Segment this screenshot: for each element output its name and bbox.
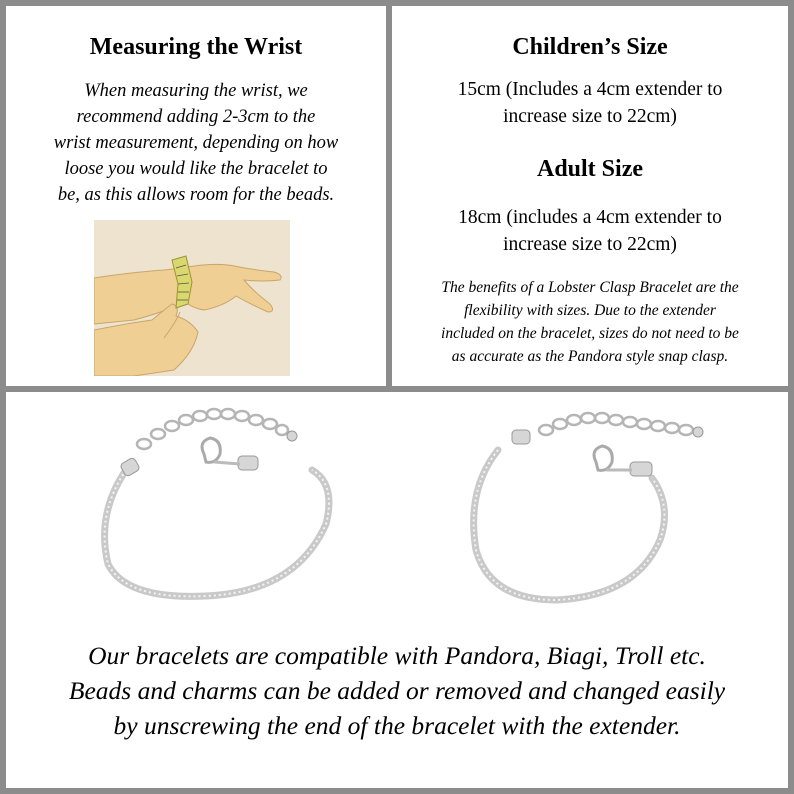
wrist-measuring-illustration — [94, 220, 290, 376]
adult-size-description — [412, 204, 768, 258]
description-line: wrist measurement, depending on how — [53, 133, 339, 153]
childrens-size-title: Children’s Size — [512, 34, 668, 60]
compat-line: Beads and charms can be added or removed and changed easily — [68, 676, 726, 705]
sizes-panel — [392, 6, 788, 386]
benefit-line: as accurate as the Pandora style snap clasp. — [451, 348, 729, 365]
compatibility-statement — [6, 638, 788, 743]
description-line: loose you would like the bracelet to — [64, 159, 328, 179]
bracelet-panel — [6, 392, 788, 788]
compat-line: by unscrewing the end of the bracelet with the extender. — [113, 711, 681, 740]
measuring-wrist-title: Measuring the Wrist — [89, 34, 303, 60]
description-line: When measuring the wrist, we — [84, 81, 308, 101]
childrens-size-description — [412, 76, 768, 130]
benefit-line: flexibility with sizes. Due to the extender — [464, 302, 716, 319]
measuring-wrist-description — [26, 78, 366, 208]
adult-size-title: Adult Size — [536, 156, 643, 182]
size-line: 15cm (Includes a 4cm extender to — [457, 79, 723, 100]
size-line: 18cm (includes a 4cm extender to — [458, 207, 722, 228]
bracelet-photo-right — [446, 410, 736, 610]
benefit-line: included on the bracelet, sizes do not need to be — [441, 325, 739, 342]
description-line: recommend adding 2-3cm to the — [76, 107, 316, 127]
size-line: increase size to 22cm) — [503, 234, 677, 255]
lobster-clasp-benefit-note — [402, 276, 778, 368]
bracelet-photo-left — [86, 404, 346, 604]
description-line: be, as this allows room for the beads. — [57, 185, 335, 205]
size-line: increase size to 22cm) — [503, 106, 677, 127]
benefit-line: The benefits of a Lobster Clasp Bracelet are the — [441, 279, 739, 296]
measuring-wrist-panel — [6, 6, 386, 386]
compat-line: Our bracelets are compatible with Pandora, Biagi, Troll etc. — [88, 641, 706, 670]
